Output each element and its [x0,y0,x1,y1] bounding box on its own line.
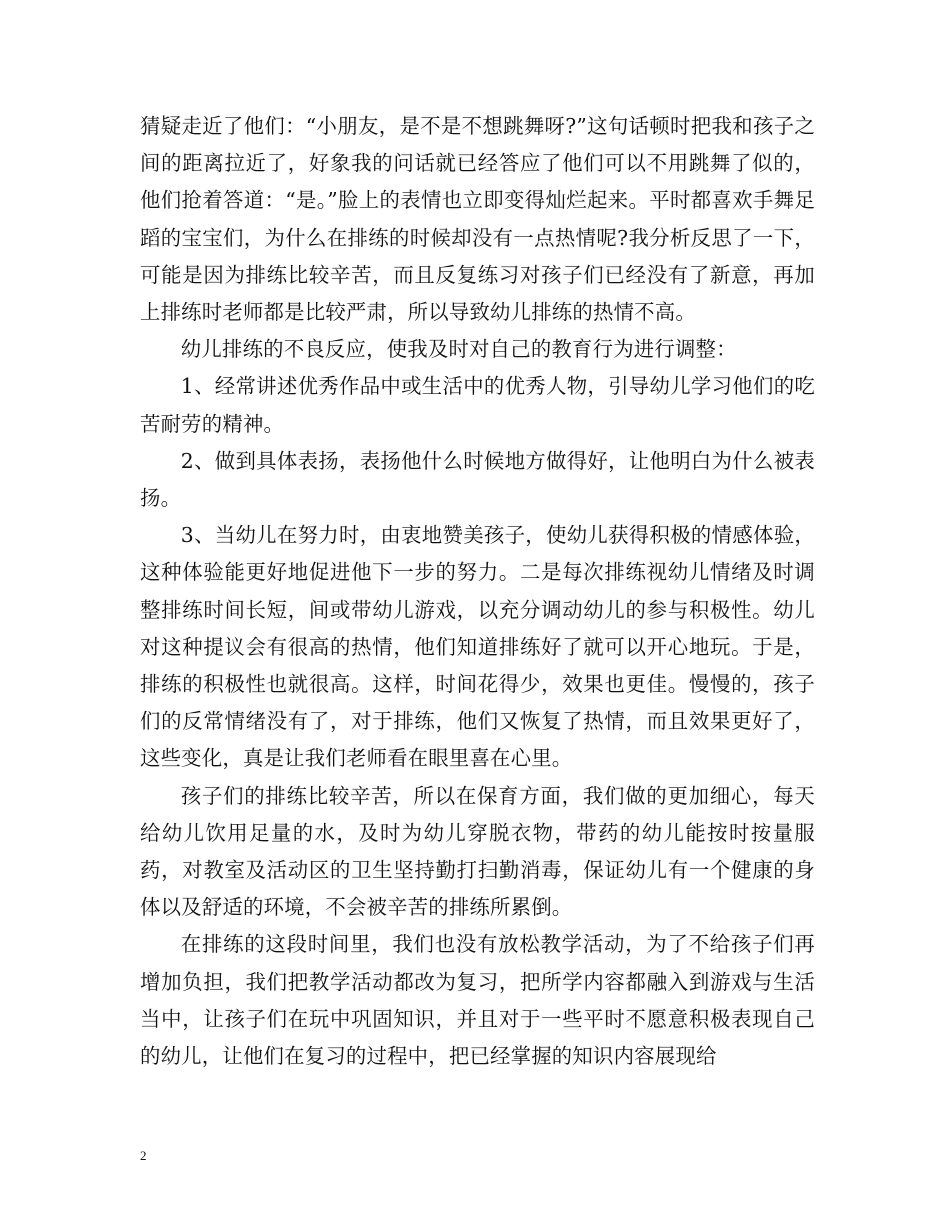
paragraph-continuation: 猜疑走近了他们：“小朋友，是不是不想跳舞呀?”这句话顿时把我和孩子之间的距离拉近了，好象我的问话就已经答应了他们可以不用跳舞了似的，他们抢着答道：“是。”脸上的表情也立即变得灿烂起来。平时都喜欢手舞足蹈的宝宝们，为什么在排练的时候却没有一点热情呢?我分析反思了一下，可能是因为排练比较辛苦，而且反复练习对孩子们已经没有了新意，再加上排练时老师都是比较严肃，所以导致幼儿排练的热情不高。 [140,114,815,325]
paragraph-teaching: 在排练的这段时间里，我们也没有放松教学活动，为了不给孩子们再增加负担，我们把教学活动都改为复习，把所学内容都融入到游戏与生活当中，让孩子们在玩中巩固知识，并且对于一些平时不愿意积极表现自己的幼儿，让他们在复习的过程中，把已经掌握的知识内容展现给 [140,932,815,1069]
paragraph-item-1: 1、经常讲述优秀作品中或生活中的优秀人物，引导幼儿学习他们的吃苦耐劳的精神。 [140,374,815,436]
paragraph-adjustment-intro: 幼儿排练的不良反应，使我及时对自己的教育行为进行调整： [180,337,737,362]
paragraph-item-2: 2、做到具体表扬，表扬他什么时候地方做得好，让他明白为什么被表扬。 [140,448,815,511]
page-number: 2 [140,1148,147,1163]
paragraph-item-3: 3、当幼儿在努力时，由衷地赞美孩子，使幼儿获得积极的情感体验，这种体验能更好地促进他下一步的努力。二是每次排练视幼儿情绪及时调整排练时间长短，间或带幼儿游戏，以充分调动幼儿的参与积极性。幼儿对这种提议会有很高的热情，他们知道排练好了就可以开心地玩。于是，排练的积极性也就很高。这样，时间花得少，效果也更佳。慢慢的，孩子们的反常情绪没有了，对于排练，他们又恢复了热情，而且效果更好了，这些变化，真是让我们老师看在眼里喜在心里。 [140,523,815,771]
document-body [140,108,815,1075]
paragraph-care: 孩子们的排练比较辛苦，所以在保育方面，我们做的更加细心，每天给幼儿饮用足量的水，及时为幼儿穿脱衣物，带药的幼儿能按时按量服药，对教室及活动区的卫生坚持勤打扫勤消毒，保证幼儿有一个健康的身体以及舒适的环境，不会被辛苦的排练所累倒。 [140,783,815,920]
